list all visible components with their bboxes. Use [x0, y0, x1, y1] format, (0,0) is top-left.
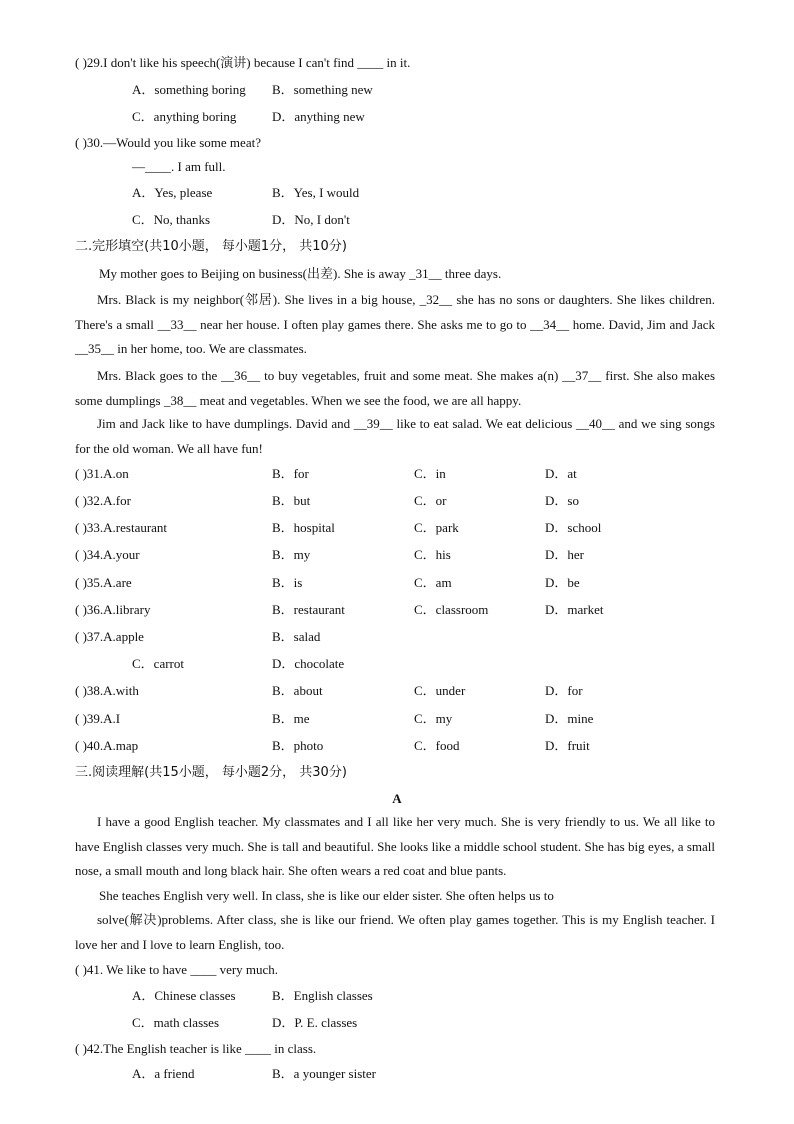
reading-paragraph-2-line1: She teaches English very well. In class, she is like our elder sister. She often helps us to: [99, 888, 554, 903]
option-d: D．for: [545, 683, 583, 698]
reading-paragraph-1: [75, 810, 715, 884]
section-2-heading: 二.完形填空(共10小题， 每小题1分， 共10分): [75, 239, 347, 254]
option-b: B．Yes, I would: [272, 185, 360, 200]
option-c: C．classroom: [414, 602, 489, 617]
option-d: D．fruit: [545, 738, 590, 753]
question-37-stem: ( )37.A.apple: [75, 629, 144, 644]
option-b: B．but: [272, 493, 311, 508]
option-b: B．salad: [272, 629, 321, 644]
option-c: C．in: [414, 466, 446, 481]
cloze-paragraph-2-text: Mrs. Black is my neighbor(邻居). She lives in a big house, _32__ she has no sons or daughters. She likes children. There's a small __33__ near her house. I often play games there. She asks me to go to __34__ home. David, Jim and Jack __35__ in her home, too. We are classmates.: [75, 292, 715, 356]
option-a: A．Chinese classes: [132, 988, 236, 1003]
option-d: D．be: [545, 575, 580, 590]
option-c: C．food: [414, 738, 460, 753]
question-32-stem: ( )32.A.for: [75, 493, 131, 508]
question-29-stem: ( )29.I don't like his speech(演讲) because I can't find ____ in it.: [75, 55, 411, 70]
option-b: B．me: [272, 711, 310, 726]
question-38-stem: ( )38.A.with: [75, 683, 139, 698]
cloze-paragraph-3-text: Mrs. Black goes to the __36__ to buy vegetables, fruit and some meat. She makes a(n) __37__ first. She also makes some dumplings _38__ meat and vegetables. When we see the food, we are all happy.: [75, 368, 715, 408]
option-b: B．my: [272, 547, 311, 562]
reading-paragraph-1-text: I have a good English teacher. My classmates and I all like her very much. She is very friendly to us. We all like to have English classes very much. She is tall and beautiful. She looks like a middle school student. She has big eyes, a small nose, a small mouth and long black hair. She often wears a red coat and blue pants.: [75, 814, 715, 878]
option-c: C．or: [414, 493, 447, 508]
option-d: D．market: [545, 602, 604, 617]
option-d: D．at: [545, 466, 577, 481]
option-b: B．a younger sister: [272, 1066, 376, 1081]
reading-paragraph-2: [75, 908, 715, 957]
option-b: B．about: [272, 683, 323, 698]
cloze-paragraph-4: [75, 412, 715, 461]
option-d: D．anything new: [272, 109, 365, 124]
option-c: C．am: [414, 575, 452, 590]
option-c: C．math classes: [132, 1015, 220, 1030]
question-30-line2: —____. I am full.: [132, 159, 226, 174]
question-33-stem: ( )33.A.restaurant: [75, 520, 168, 535]
cloze-paragraph-1: My mother goes to Beijing on business(出差). She is away _31__ three days.: [99, 266, 502, 281]
option-c: C．his: [414, 547, 451, 562]
question-34-stem: ( )34.A.your: [75, 547, 140, 562]
option-d: D．chocolate: [272, 656, 345, 671]
question-39-stem: ( )39.A.I: [75, 711, 121, 726]
option-b: B．photo: [272, 738, 324, 753]
option-d: D．mine: [545, 711, 594, 726]
option-b: B．restaurant: [272, 602, 345, 617]
option-d: D．her: [545, 547, 584, 562]
option-c: C．park: [414, 520, 459, 535]
option-b: B．hospital: [272, 520, 335, 535]
option-c: C．No, thanks: [132, 212, 211, 227]
option-c: C．carrot: [132, 656, 184, 671]
reading-paragraph-2-text: solve(解决)problems. After class, she is like our friend. We often play games together. This is my English teacher. I love her and I love to learn English, too.: [75, 912, 715, 952]
question-30-stem: ( )30.—Would you like some meat?: [75, 135, 261, 150]
option-c: C．anything boring: [132, 109, 237, 124]
option-a: A．something boring: [132, 82, 246, 97]
question-40-stem: ( )40.A.map: [75, 738, 139, 753]
question-42-stem: ( )42.The English teacher is like ____ in class.: [75, 1041, 317, 1056]
option-d: D．No, I don't: [272, 212, 350, 227]
question-35-stem: ( )35.A.are: [75, 575, 132, 590]
option-c: C．my: [414, 711, 453, 726]
option-c: C．under: [414, 683, 466, 698]
cloze-paragraph-2: [75, 288, 715, 362]
option-d: D．school: [545, 520, 602, 535]
option-b: B．for: [272, 466, 309, 481]
option-a: A．Yes, please: [132, 185, 213, 200]
option-d: D．P. E. classes: [272, 1015, 358, 1030]
option-b: B．something new: [272, 82, 373, 97]
option-b: B．is: [272, 575, 303, 590]
question-36-stem: ( )36.A.library: [75, 602, 151, 617]
question-41-stem: ( )41. We like to have ____ very much.: [75, 962, 279, 977]
passage-title: A: [392, 791, 402, 806]
option-d: D．so: [545, 493, 579, 508]
cloze-paragraph-4-text: Jim and Jack like to have dumplings. David and __39__ like to eat salad. We eat delicious __40__ and we sing songs for the old woman. We all have fun!: [75, 416, 715, 456]
question-31-stem: ( )31.A.on: [75, 466, 129, 481]
option-b: B．English classes: [272, 988, 373, 1003]
section-3-heading: 三.阅读理解(共15小题， 每小题2分， 共30分): [75, 765, 347, 780]
option-a: A．a friend: [132, 1066, 195, 1081]
cloze-paragraph-3: [75, 364, 715, 413]
